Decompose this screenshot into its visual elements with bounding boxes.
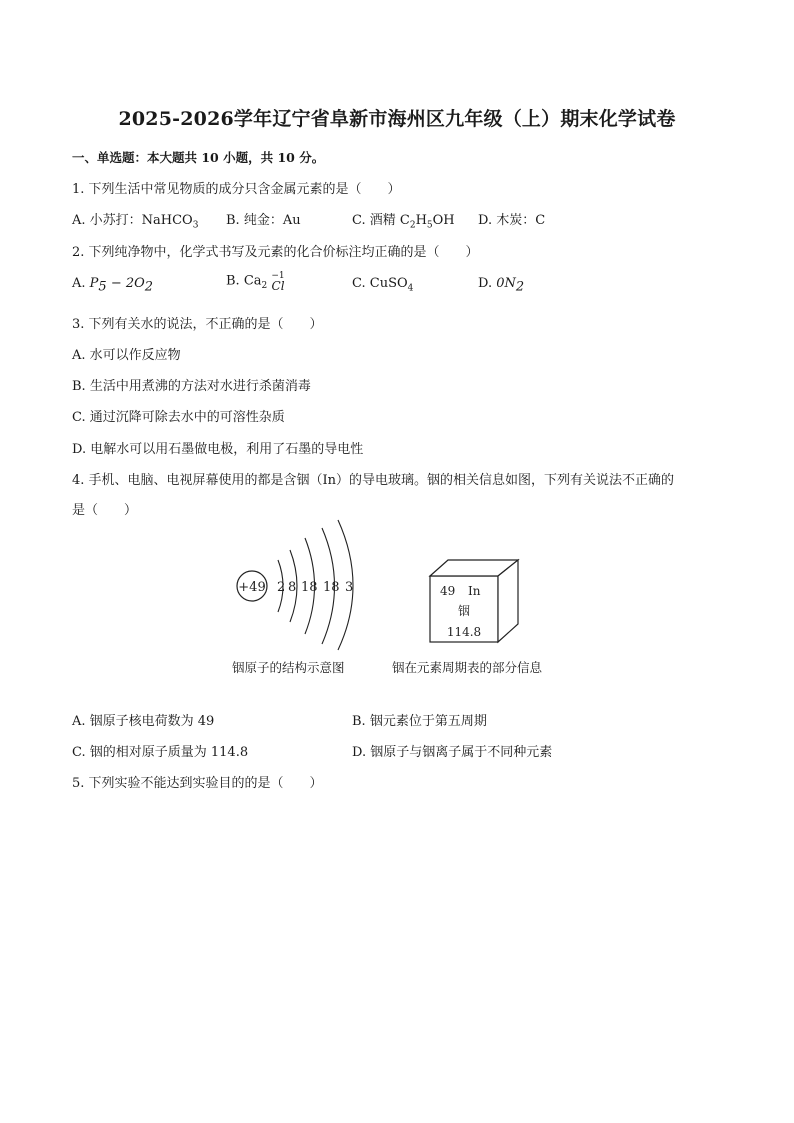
question-1-option-a: A. 小苏打：NaHCO$_3$: [72, 213, 199, 231]
atomic-mass: 114.8: [446, 625, 482, 639]
question-1-option-d: D. 木炭：C: [478, 213, 546, 228]
shell-count-5: 3: [345, 580, 354, 595]
question-3-option-c: C. 通过沉降可除去水中的可溶性杂质: [72, 410, 285, 425]
atomic-number: 49: [440, 584, 456, 598]
shell-count-1: 2: [277, 580, 286, 595]
question-3-option-d: D. 电解水可以用石墨做电极，利用了石墨的导电性: [72, 442, 364, 457]
nucleus-charge: +49: [238, 580, 266, 595]
question-2-option-b: B. $Ca_2$ −1 Cl: [226, 271, 285, 293]
element-caption: 铟在元素周期表的部分信息: [392, 660, 543, 675]
element-symbol: In: [468, 584, 481, 598]
question-1-option-c: C. 酒精 $C_2H_5OH$: [352, 213, 455, 231]
question-2-option-c: C. CuSO$_4$: [352, 276, 414, 294]
valence-notation: −1 Cl: [271, 271, 285, 293]
question-3-option-a: A. 水可以作反应物: [72, 348, 181, 363]
question-3-option-b: B. 生活中用煮沸的方法对水进行杀菌消毒: [72, 379, 311, 394]
question-4-stem: 4. 手机、电脑、电视屏幕使用的都是含铟（In）的导电玻璃。铟的相关信息如图，下列有关说法不正确的: [72, 473, 675, 488]
question-1-option-b: B. 纯金：Au: [226, 213, 301, 228]
question-4-option-b: B. 铟元素位于第五周期: [352, 714, 487, 729]
shell-count-2: 8: [288, 580, 297, 595]
page-title: 2025-2026学年辽宁省阜新市海州区九年级（上）期末化学试卷: [118, 108, 676, 130]
question-4-option-d: D. 铟原子与铟离子属于不同种元素: [352, 745, 553, 760]
question-5-stem: 5. 下列实验不能达到实验目的的是（ ）: [72, 776, 323, 791]
atom-caption: 铟原子的结构示意图: [232, 660, 345, 675]
section-heading: 一、单选题：本大题共 10 小题，共 10 分。: [72, 150, 325, 165]
shell-count-3: 18: [301, 580, 318, 595]
question-2-option-d: D. $0N_2$: [478, 276, 525, 295]
atom-structure-diagram: [226, 516, 366, 652]
shell-count-4: 18: [323, 580, 340, 595]
element-name: 铟: [457, 604, 471, 618]
question-4-stem-cont: 是（ ）: [72, 503, 138, 518]
question-2-stem: 2. 下列纯净物中，化学式书写及元素的化合价标注均正确的是（ ）: [72, 245, 479, 260]
periodic-table-cell: [428, 558, 522, 644]
question-3-stem: 3. 下列有关水的说法，不正确的是（ ）: [72, 317, 323, 332]
question-2-option-a: A. $P_5 - 2O_2$: [72, 276, 154, 295]
question-4-option-a: A. 铟原子核电荷数为 49: [72, 714, 215, 729]
question-1-stem: 1. 下列生活中常见物质的成分只含金属元素的是（ ）: [72, 182, 401, 197]
question-4-option-c: C. 铟的相对原子质量为 114.8: [72, 745, 249, 760]
